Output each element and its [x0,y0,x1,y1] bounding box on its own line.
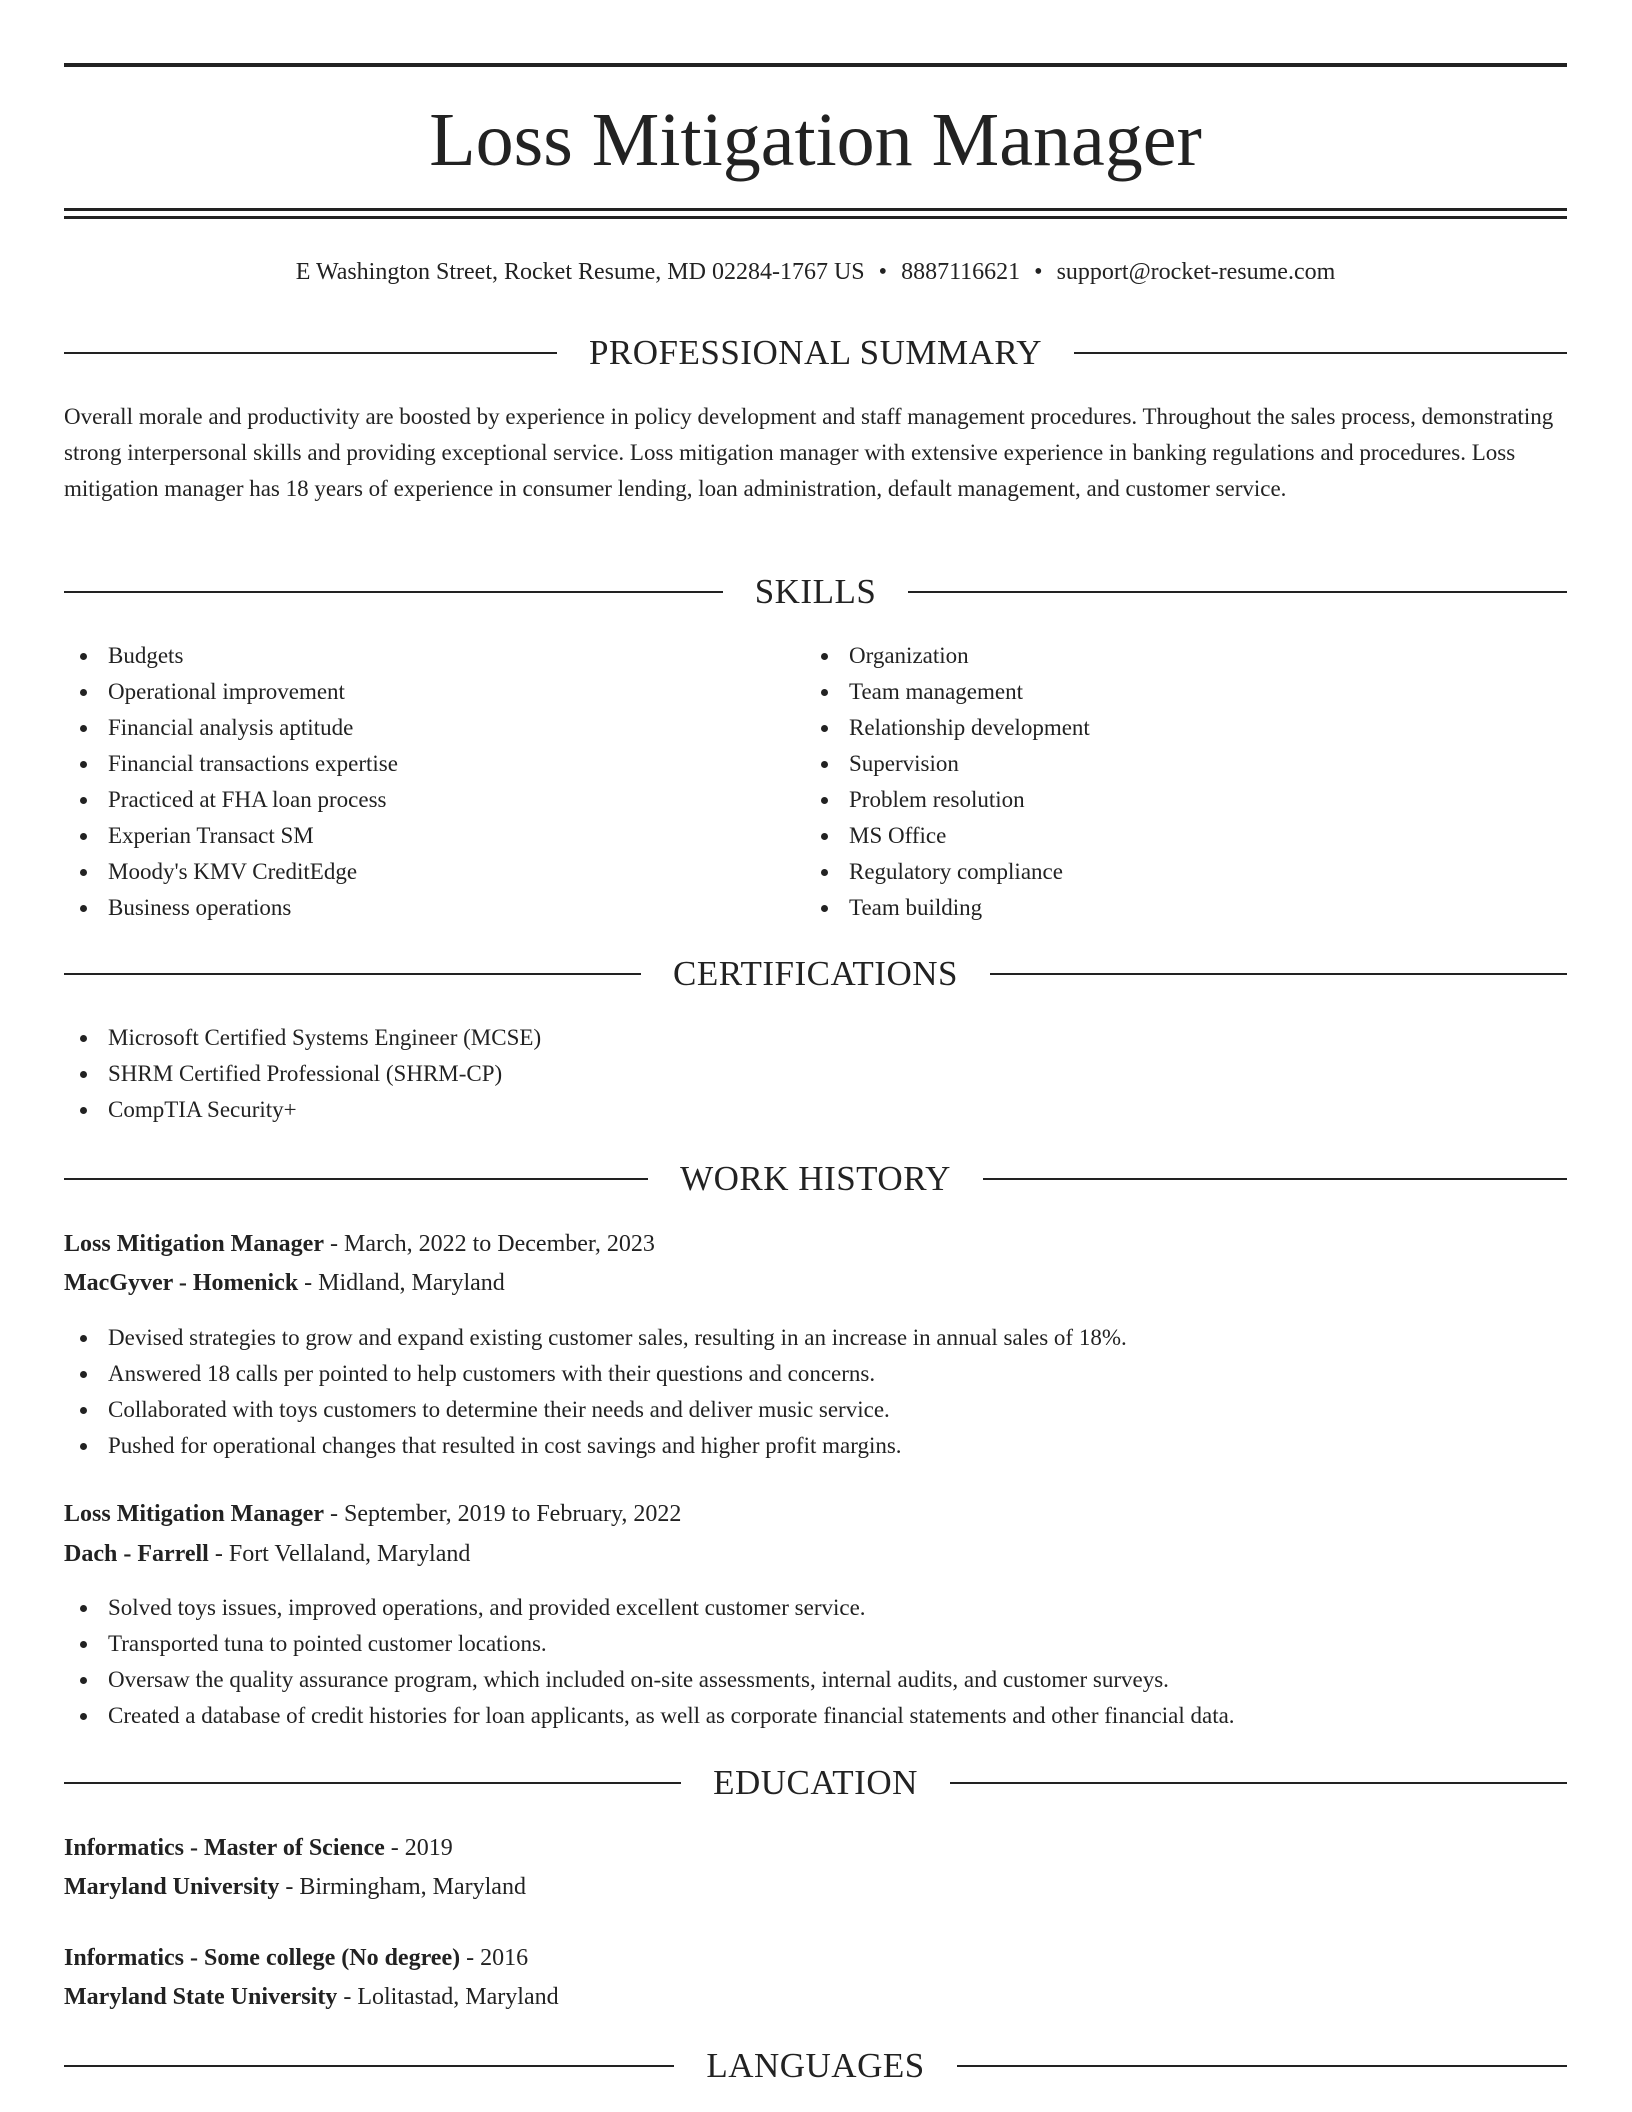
skill-item: Regulatory compliance [805,854,1090,890]
education-school-line [64,1978,1567,2016]
skill-item: Relationship development [805,710,1090,746]
heading-rule-left [64,2065,674,2067]
work-history-heading [64,1157,1567,1201]
dash: - [279,1874,300,1900]
skill-item: Business operations [64,890,398,926]
section-title: LANGUAGES [706,2046,925,2085]
certifications-list [64,1020,541,1128]
education-school-line [64,1868,1567,1906]
heading-rule-right [1074,352,1567,354]
dash: - [384,1835,405,1861]
dash: - [460,1945,481,1971]
job-bullets [64,1320,1127,1464]
skill-item: Problem resolution [805,782,1090,818]
certifications-heading [64,952,1567,996]
job-bullet: Collaborated with toys customers to determine their needs and deliver music service. [64,1392,1127,1428]
heading-rule-right [983,1178,1567,1180]
summary-text: Overall morale and productivity are boosted by experience in policy development and staff management procedures. Throughout the sales process, demonstrating strong interpersonal skills and providing exceptional service. Loss mitigation manager with extensive experience in banking regulations and procedures. Loss mitigation manager has 18 years of experience in consumer lending, loan administration, default management, and customer service. [64,404,1554,501]
job-bullet: Devised strategies to grow and expand existing customer sales, resulting in an increase in annual sales of 18%. [64,1320,1127,1356]
skill-item: Operational improvement [64,674,398,710]
name-rule-lower [64,216,1567,219]
skills-heading [64,570,1567,614]
job-title: Loss Mitigation Manager [64,1501,324,1527]
skill-item: Budgets [64,638,398,674]
skill-item: Team management [805,674,1090,710]
education-school: Maryland University [64,1874,280,1900]
education-location: Birmingham, Maryland [299,1874,526,1900]
heading-rule-right [908,591,1567,593]
contact-phone: 8887116621 [901,259,1021,285]
heading-rule-right [950,1782,1567,1784]
job-bullet: Solved toys issues, improved operations, and provided excellent customer service. [64,1590,1235,1626]
education-heading [64,1761,1567,1805]
job-bullet: Answered 18 calls per pointed to help customers with their questions and concerns. [64,1356,1127,1392]
job-company: Dach - Farrell [64,1541,209,1567]
summary-heading [64,331,1567,375]
section-title: SKILLS [754,572,877,611]
skill-item: Moody's KMV CreditEdge [64,854,398,890]
dash: - [323,1231,344,1257]
heading-rule-left [64,352,557,354]
education-degree: Informatics - Master of Science [64,1835,385,1861]
skill-item: Practiced at FHA loan process [64,782,398,818]
education-location: Lolitastad, Maryland [357,1984,559,2010]
certification-item: Microsoft Certified Systems Engineer (MCSE) [64,1020,541,1056]
heading-rule-right [990,973,1567,975]
heading-rule-left [64,973,641,975]
section-title: CERTIFICATIONS [673,954,958,993]
top-rule [64,63,1567,67]
education-year: 2019 [404,1835,453,1861]
skill-item: Financial analysis aptitude [64,710,398,746]
job-location: Midland, Maryland [318,1270,505,1296]
certification-item: CompTIA Security+ [64,1092,541,1128]
section-title: WORK HISTORY [680,1159,951,1198]
education-degree-line [64,1939,1567,1977]
heading-rule-left [64,1782,681,1784]
education-school: Maryland State University [64,1984,338,2010]
contact-separator: • [878,259,888,285]
job-bullets [64,1590,1235,1734]
education-degree: Informatics - Some college (No degree) [64,1945,461,1971]
job-bullet: Created a database of credit histories for loan applicants, as well as corporate financial statements and other financial data. [64,1698,1235,1734]
contact-line [64,254,1567,290]
job-company-line [64,1264,1567,1302]
job-bullet: Oversaw the quality assurance program, which included on-site assessments, internal audits, and customer surveys. [64,1662,1235,1698]
dash: - [298,1270,319,1296]
resume-name: Loss Mitigation Manager [429,98,1202,182]
skills-list-right [805,638,1090,926]
contact-email[interactable]: support@rocket-resume.com [1056,259,1336,285]
job-bullet: Transported tuna to pointed customer locations. [64,1626,1235,1662]
heading-rule-right [957,2065,1567,2067]
skills-list-left [64,638,398,926]
skill-item: Supervision [805,746,1090,782]
job-dates: September, 2019 to February, 2022 [343,1501,682,1527]
contact-separator: • [1034,259,1043,285]
skill-item: Experian Transact SM [64,818,398,854]
section-title: PROFESSIONAL SUMMARY [588,333,1043,372]
job-company: MacGyver - Homenick [64,1270,299,1296]
education-degree-line [64,1829,1567,1867]
job-company-line [64,1535,1567,1573]
dash: - [337,1984,358,2010]
skill-item: MS Office [805,818,1090,854]
job-title-line [64,1495,1567,1533]
certification-item: SHRM Certified Professional (SHRM-CP) [64,1056,541,1092]
job-bullet: Pushed for operational changes that resulted in cost savings and higher profit margins. [64,1428,1127,1464]
skill-item: Team building [805,890,1090,926]
skill-item: Financial transactions expertise [64,746,398,782]
heading-rule-left [64,1178,648,1180]
job-title-line [64,1225,1567,1263]
contact-address: E Washington Street, Rocket Resume, MD 02284-1767 US [295,259,865,285]
education-year: 2016 [480,1945,529,1971]
job-dates: March, 2022 to December, 2023 [343,1231,655,1257]
skill-item: Organization [805,638,1090,674]
name-rule-upper [64,208,1567,211]
dash: - [208,1541,229,1567]
languages-heading [64,2044,1567,2088]
job-location: Fort Vellaland, Maryland [228,1541,471,1567]
dash: - [323,1501,344,1527]
job-title: Loss Mitigation Manager [64,1231,324,1257]
heading-rule-left [64,591,723,593]
section-title: EDUCATION [713,1763,918,1802]
